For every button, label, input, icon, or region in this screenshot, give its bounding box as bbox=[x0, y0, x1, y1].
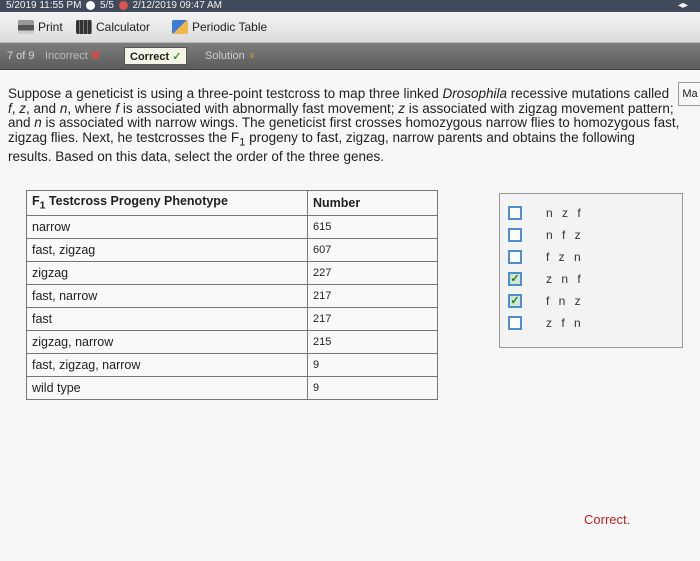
phenotype-header: $F_1$ Testcross Progeny Phenotype bbox=[27, 191, 308, 216]
checkbox[interactable]: ✓ bbox=[508, 294, 522, 308]
periodic-table-icon bbox=[172, 20, 188, 34]
choice-label: z f n bbox=[546, 316, 584, 330]
attempt-count: 5/5 bbox=[100, 0, 114, 11]
choice-option[interactable] bbox=[508, 226, 678, 244]
lightbulb-icon: ♀ bbox=[247, 50, 257, 62]
progeny-table bbox=[26, 190, 438, 400]
phenotype-cell: zigzag bbox=[27, 262, 308, 285]
table-row bbox=[27, 331, 438, 354]
phenotype-cell: fast, zigzag, narrow bbox=[27, 354, 308, 377]
number-cell: 607 bbox=[308, 239, 438, 262]
checkmark-icon: ✓ bbox=[172, 51, 182, 63]
periodic-table-button[interactable] bbox=[172, 18, 267, 36]
calculator-button[interactable] bbox=[76, 18, 150, 36]
table-row bbox=[27, 239, 438, 262]
checkbox[interactable] bbox=[508, 316, 522, 330]
phenotype-cell: fast, zigzag bbox=[27, 239, 308, 262]
question-text: Suppose a geneticist is using a three-point testcross to map three linked Drosophila recessive mutations called f, z, and n, where f is associated with abnormally fast movement; z is associated with zigzag movement pattern; and n is associated with narrow wings. The geneticist first crosses homozygous narrow flies to homozygous fast, zigzag flies. Next, he testcrosses the $F_1$ progeny to fast, zigzag, narrow parents and obtains the following results. Based on this data, select the order of the three genes. bbox=[8, 86, 680, 164]
print-label: Print bbox=[38, 20, 63, 34]
checkbox[interactable] bbox=[508, 228, 522, 242]
table-header-row bbox=[27, 191, 438, 216]
printer-icon bbox=[18, 20, 34, 34]
top-status-bar bbox=[0, 0, 700, 12]
choice-label: f n z bbox=[546, 294, 584, 308]
table-row bbox=[27, 262, 438, 285]
choice-label: n z f bbox=[546, 206, 584, 220]
choice-option[interactable] bbox=[508, 270, 678, 288]
table-row bbox=[27, 285, 438, 308]
correct-label: Correct bbox=[130, 51, 170, 63]
timestamp-left: 5/2019 11:55 PM bbox=[6, 0, 82, 11]
choice-label: z n f bbox=[546, 272, 584, 286]
phenotype-cell: narrow bbox=[27, 216, 308, 239]
nav-arrows-icon[interactable]: ◂▸ bbox=[677, 0, 688, 11]
side-tab[interactable]: Ma bbox=[678, 82, 700, 106]
number-cell: 9 bbox=[308, 377, 438, 400]
choice-label: n f z bbox=[546, 228, 584, 242]
choice-option[interactable] bbox=[508, 292, 678, 310]
phenotype-cell: fast, narrow bbox=[27, 285, 308, 308]
solution-tab[interactable] bbox=[200, 47, 261, 65]
question-nav-bar bbox=[0, 43, 700, 70]
number-cell: 215 bbox=[308, 331, 438, 354]
number-cell: 227 bbox=[308, 262, 438, 285]
x-icon: ✖ bbox=[90, 50, 101, 62]
checkbox[interactable] bbox=[508, 206, 522, 220]
incorrect-tab[interactable] bbox=[40, 47, 105, 65]
phenotype-cell: zigzag, narrow bbox=[27, 331, 308, 354]
phenotype-cell: wild type bbox=[27, 377, 308, 400]
checkbox[interactable] bbox=[508, 250, 522, 264]
choice-label: f z n bbox=[546, 250, 584, 264]
incorrect-label: Incorrect bbox=[45, 50, 88, 62]
alert-icon bbox=[119, 1, 128, 10]
choice-option[interactable] bbox=[508, 314, 678, 332]
number-header: Number bbox=[308, 191, 438, 216]
correct-tab[interactable] bbox=[124, 47, 187, 65]
phenotype-cell: fast bbox=[27, 308, 308, 331]
periodic-table-label: Periodic Table bbox=[192, 20, 268, 34]
print-button[interactable] bbox=[18, 18, 63, 36]
timestamp-right: 2/12/2019 09:47 AM bbox=[132, 0, 222, 11]
table-row bbox=[27, 354, 438, 377]
question-counter: 7 of 9 bbox=[7, 50, 35, 62]
choice-option[interactable] bbox=[508, 248, 678, 266]
calculator-label: Calculator bbox=[96, 20, 151, 34]
feedback-text: Correct. bbox=[584, 512, 631, 527]
table-row bbox=[27, 216, 438, 239]
table-row bbox=[27, 308, 438, 331]
choice-option[interactable] bbox=[508, 204, 678, 222]
toolbar bbox=[0, 12, 700, 43]
number-cell: 9 bbox=[308, 354, 438, 377]
solution-label: Solution bbox=[205, 50, 245, 62]
number-cell: 217 bbox=[308, 285, 438, 308]
checkbox[interactable]: ✓ bbox=[508, 272, 522, 286]
answer-choices bbox=[499, 193, 683, 348]
number-cell: 615 bbox=[308, 216, 438, 239]
calculator-icon bbox=[76, 20, 92, 34]
status-icon bbox=[86, 1, 95, 10]
table-row bbox=[27, 377, 438, 400]
number-cell: 217 bbox=[308, 308, 438, 331]
